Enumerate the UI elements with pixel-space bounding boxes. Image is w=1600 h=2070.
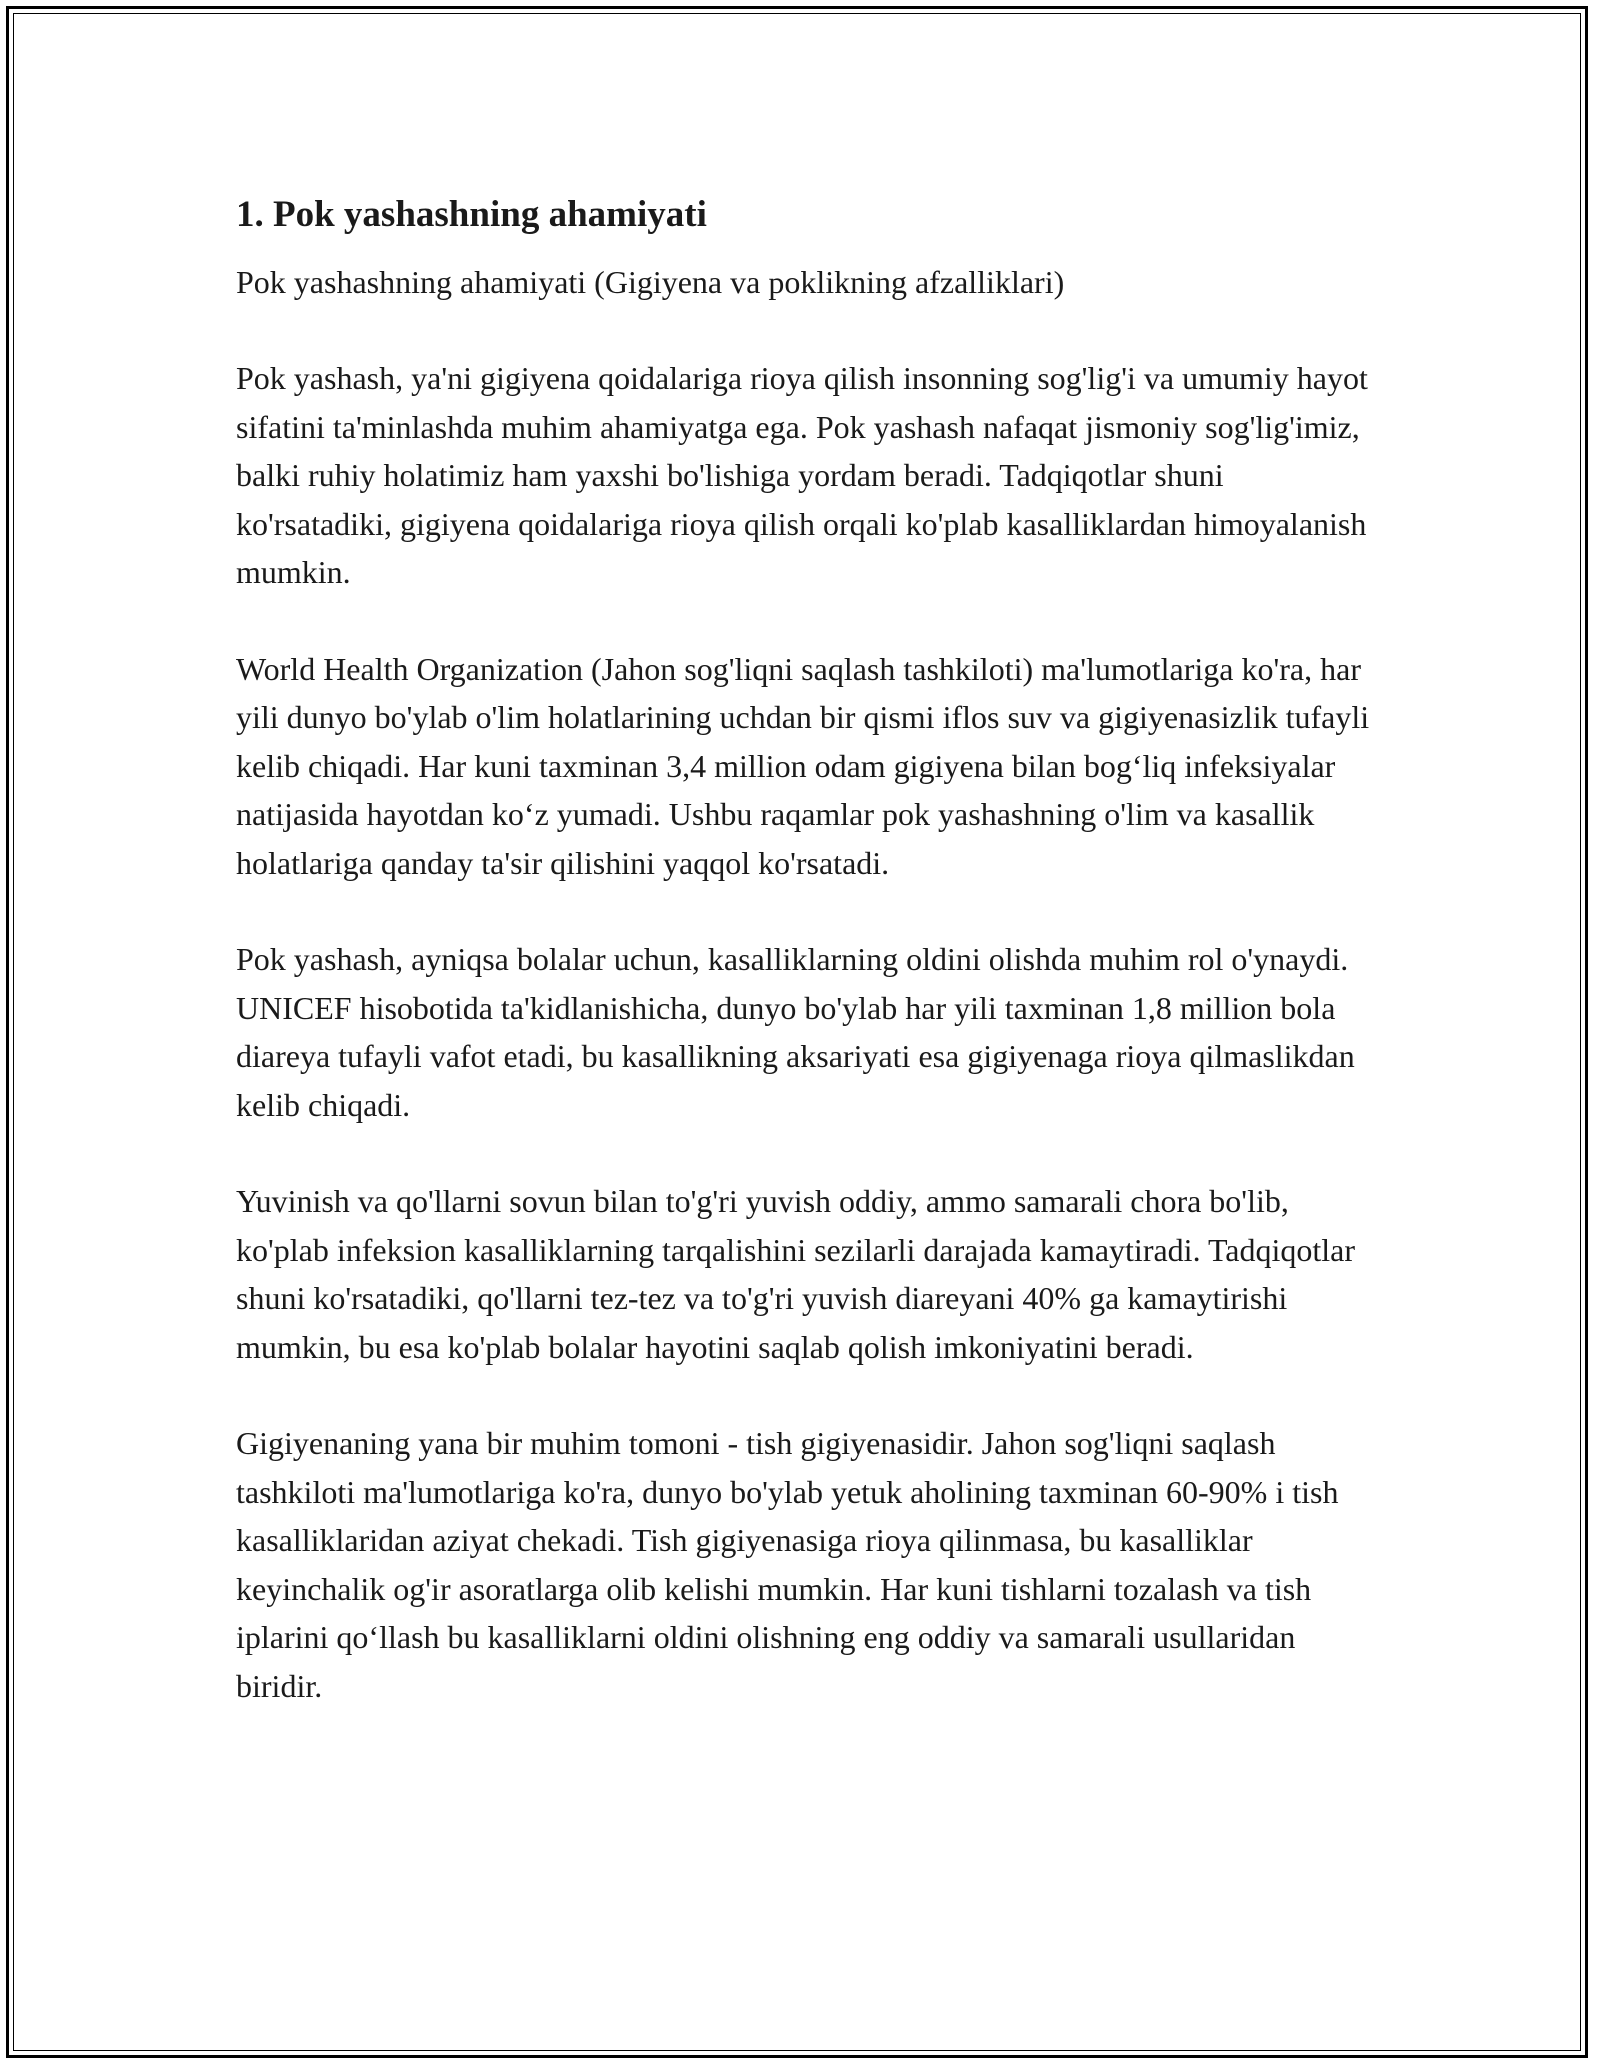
document-body <box>236 190 1386 1758</box>
paragraph-children: Pok yashash, ayniqsa bolalar uchun, kasalliklarning oldini olishda muhim rol o'ynaydi. UNICEF hisobotida ta'kidlanishicha, dunyo bo'ylab har yili taxminan 1,8 million bola diareya tufayli vafot etadi, bu kasallikning aksariyati esa gigiyenaga rioya qilmaslikdan kelib chiqadi. <box>236 941 1355 1123</box>
paragraph-dental-hygiene: Gigiyenaning yana bir muhim tomoni - tish gigiyenasidir. Jahon sog'liqni saqlash tashkiloti ma'lumotlariga ko'ra, dunyo bo'ylab yetuk aholining taxminan 60-90% i tish kasalliklaridan aziyat chekadi. Tish gigiyenasiga rioya qilinmasa, bu kasalliklar keyinchalik og'ir asoratlarga olib kelishi mumkin. Har kuni tishlarni tozalash va tish iplarini qo‘llash bu kasalliklarni oldini olishning eng oddiy va samarali usullaridan biridir. <box>236 1425 1339 1704</box>
paragraph-handwashing: Yuvinish va qo'llarni sovun bilan to'g'ri yuvish oddiy, ammo samarali chora bo'lib, ko'plab infeksion kasalliklarning tarqalishini sezilarli darajada kamaytiradi. Tadqiqotlar shuni ko'rsatadiki, qo'llarni tez-tez va to'g'ri yuvish diareyani 40% ga kamaytirishi mumkin, bu esa ko'plab bolalar hayotini saqlab qolish imkoniyatini beradi. <box>236 1183 1356 1365</box>
section-heading: 1. Pok yashashning ahamiyati <box>236 194 707 235</box>
paragraph-who-statistics: World Health Organization (Jahon sog'liqni saqlash tashkiloti) ma'lumotlariga ko'ra, har yili dunyo bo'ylab o'lim holatlarining uchdan bir qismi iflos suv va gigiyenasizlik tufayli kelib chiqadi. Har kuni taxminan 3,4 million odam gigiyena bilan bog‘liq infeksiyalar natijasida hayotdan ko‘z yumadi. Ushbu raqamlar pok yashashning o'lim va kasallik holatlariga qanday ta'sir qilishini yaqqol ko'rsatadi. <box>236 650 1370 881</box>
section-subtitle: Pok yashashning ahamiyati (Gigiyena va poklikning afzalliklari) <box>236 264 1065 300</box>
paragraph-intro: Pok yashash, ya'ni gigiyena qoidalariga rioya qilish insonning sog'lig'i va umumiy hayot sifatini ta'minlashda muhim ahamiyatga ega. Pok yashash nafaqat jismoniy sog'lig'imiz, balki ruhiy holatimiz ham yaxshi bo'lishiga yordam beradi. Tadqiqotlar shuni ko'rsatadiki, gigiyena qoidalariga rioya qilish orqali ko'plab kasalliklardan himoyalanish mumkin. <box>236 360 1368 590</box>
